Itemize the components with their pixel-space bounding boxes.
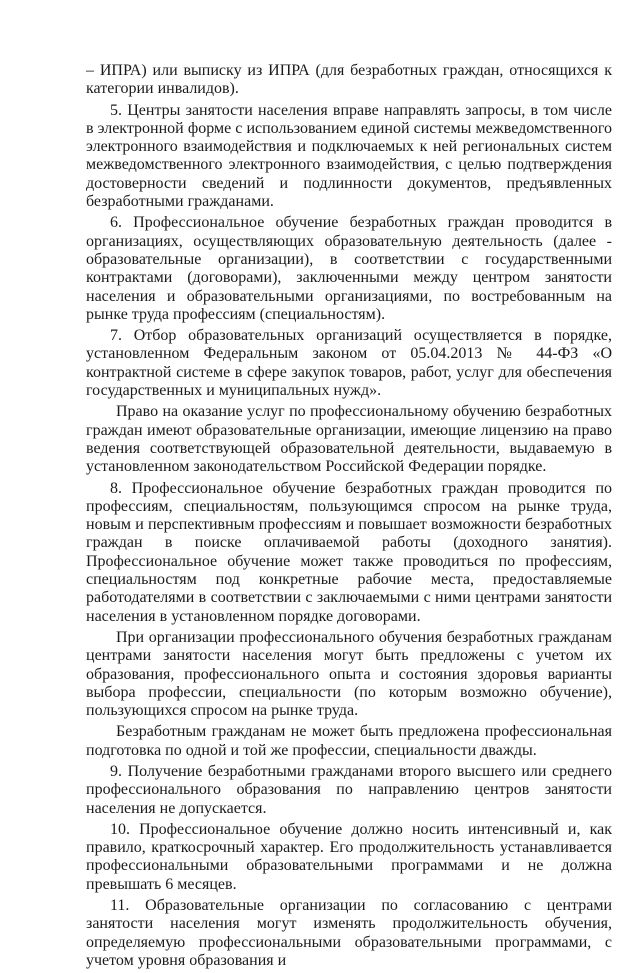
paragraph-8-professions: 8. Профессиональное обучение безработных граждан проводится по профессиям, специальностям, пользующимся спросом на рынке труда, новым и перспективным профессиям и повышает возможности безработных граждан в поиске оплачиваемой работы (доходного занятия). Профессиональное обучение может также проводиться по профессиям, специальностям под конкретные рабочие места, предоставляемые работодателями в соответствии с заключаемыми с ними центрами занятости населения в установленном порядке договорами. bbox=[86, 479, 612, 625]
paragraph-right-to-services: Право на оказание услуг по профессиональному обучению безработных граждан имеют образовательные организации, имеющие лицензию на право ведения соответствующей образовательной деятельности, выдаваемую в установленном законодательством Российской Федерации порядке. bbox=[86, 403, 612, 476]
paragraph-10-duration: 10. Профессиональное обучение должно носить интенсивный и, как правило, краткосрочный характер. Его продолжительность устанавливается профессиональными образовательными программами и не должна превышать 6 месяцев. bbox=[86, 820, 612, 893]
paragraph-5-requests: 5. Центры занятости населения вправе направлять запросы, в том числе в электронной форме с использованием единой системы межведомственного электронного взаимодействия и подключаемых к ней региональных систем межведомственного электронного взаимодействия, с целью подтверждения достоверности сведений и подлинности документов, предъявленных безработными гражданами. bbox=[86, 101, 612, 211]
paragraph-9-second-education: 9. Получение безработными гражданами второго высшего или среднего профессионального образования по направлению центров занятости населения не допускается. bbox=[86, 762, 612, 817]
document-page bbox=[86, 62, 612, 973]
paragraph-no-repeat-training: Безработным гражданам не может быть предложена профессиональная подготовка по одной и той же профессии, специальности дважды. bbox=[86, 723, 612, 759]
paragraph-ipra-continuation: – ИПРА) или выписку из ИПРА (для безработных граждан, относящихся к категории инвалидов). bbox=[86, 62, 612, 98]
paragraph-7-selection: 7. Отбор образовательных организаций осуществляется в порядке, установленном Федеральным законом от 05.04.2013 № 44-ФЗ «О контрактной системе в сфере закупок товаров, работ, услуг для обеспечения государственных и муниципальных нужд». bbox=[86, 327, 612, 400]
paragraph-organization-of-training: При организации профессионального обучения безработных гражданам центрами занятости населения могут быть предложены с учетом их образования, профессионального опыта и состояния здоровья варианты выбора профессии, специальности (по которым возможно обучение), пользующихся спросом на рынке труда. bbox=[86, 628, 612, 720]
paragraph-11-changes: 11. Образовательные организации по согласованию с центрами занятости населения могут изменять продолжительность обучения, определяемую профессиональными образовательными программами, с учетом уровня образования и bbox=[86, 897, 612, 969]
paragraph-6-training-organizations: 6. Профессиональное обучение безработных граждан проводится в организациях, осуществляющих образовательную деятельность (далее - образовательные организации), в соответствии с государственными контрактами (договорами), заключенными между центром занятости населения и образовательными организациями, по востребованным на рынке труда профессиям (специальностям). bbox=[86, 214, 612, 323]
